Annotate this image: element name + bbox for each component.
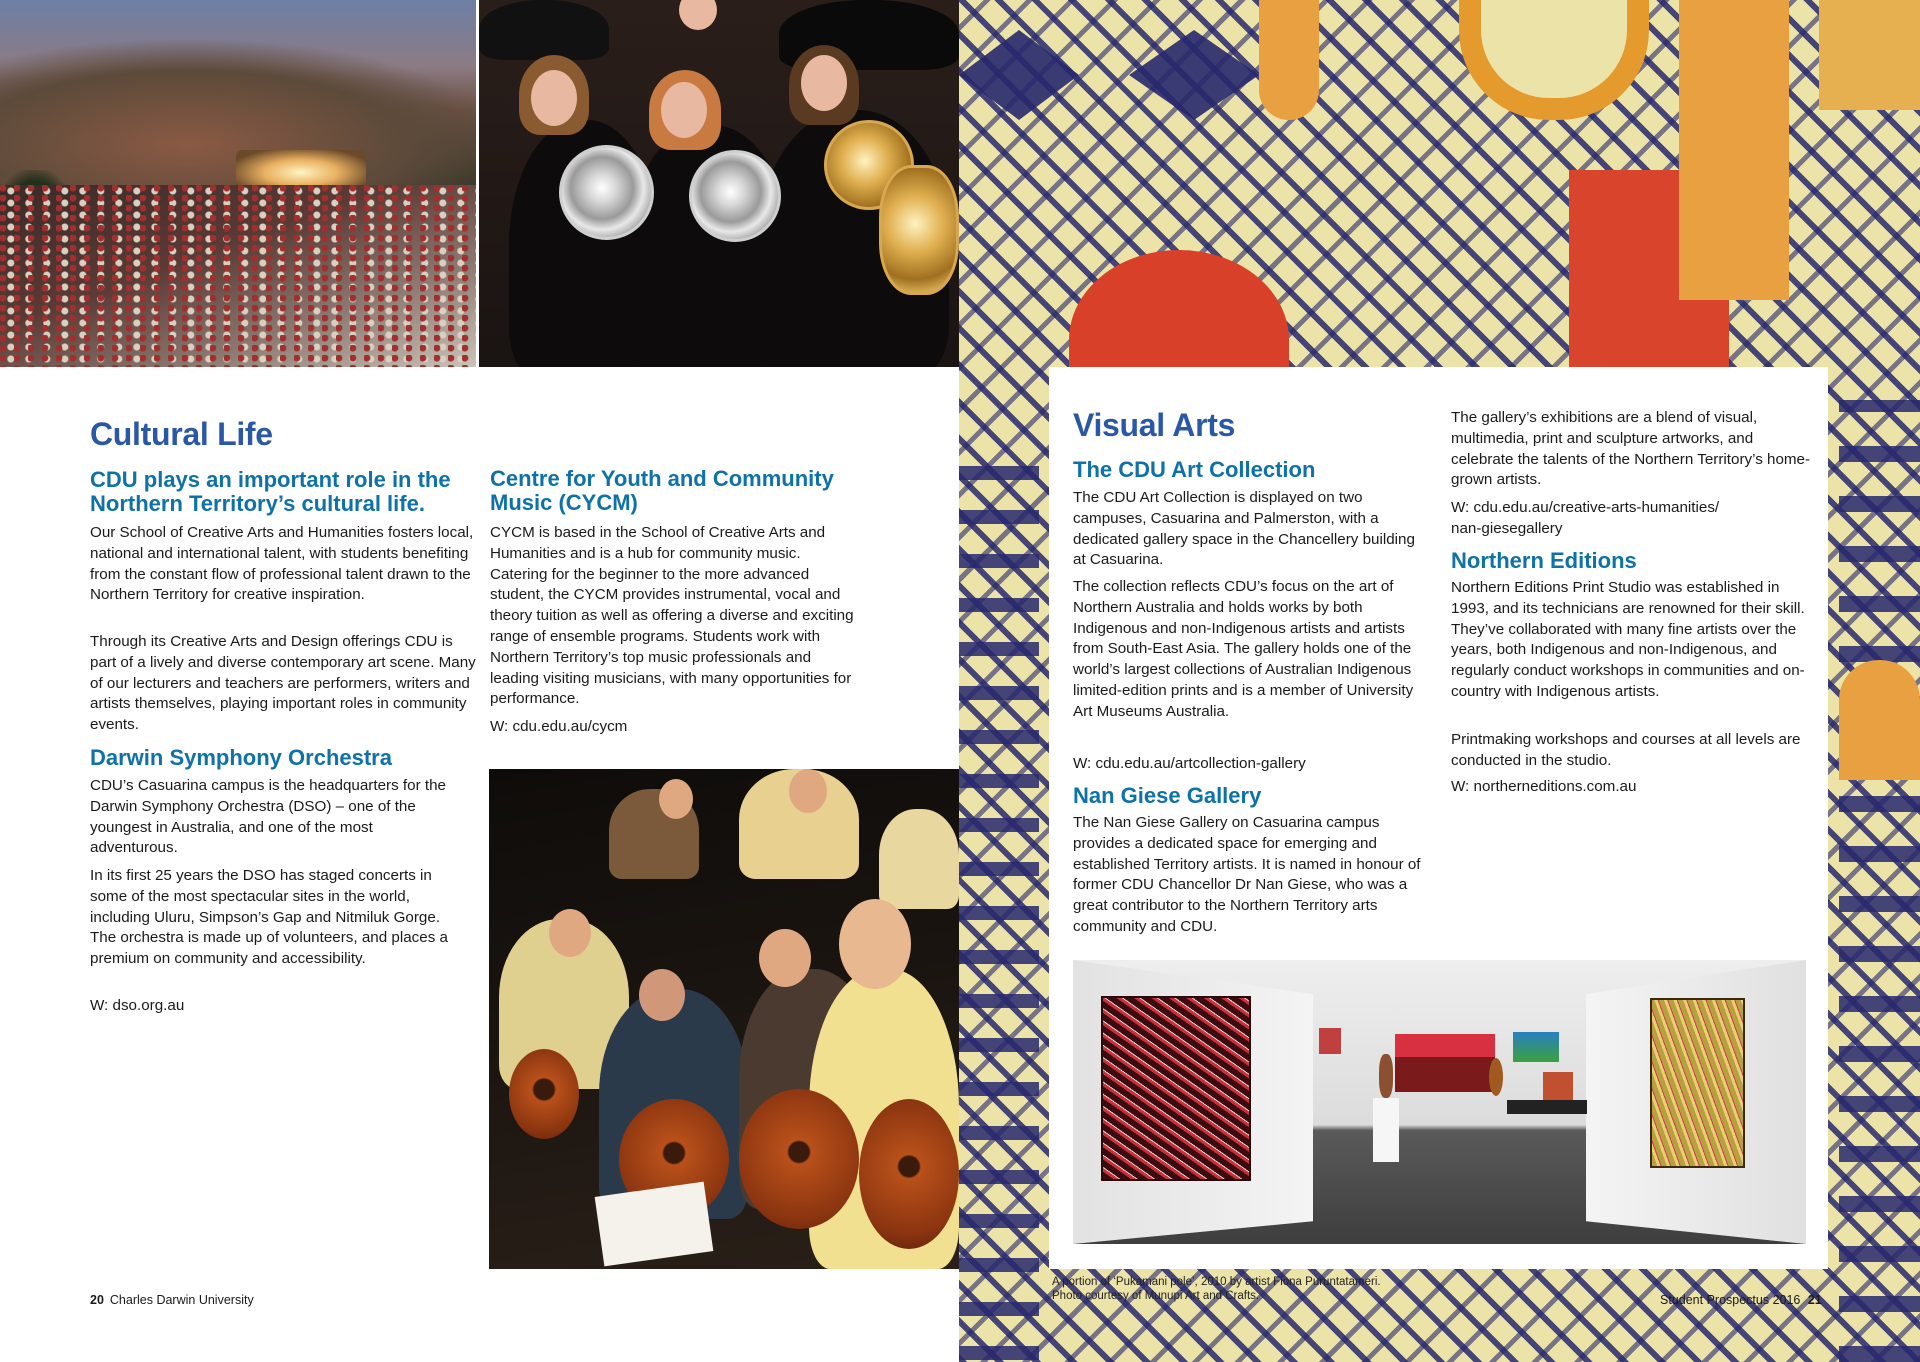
northern-editions-paragraph-2: Printmaking workshops and courses at all levels are conducted in the studio. xyxy=(1451,731,1801,769)
art-gallery-photo xyxy=(1073,960,1806,1244)
dso-heading: Darwin Symphony Orchestra xyxy=(90,745,392,770)
nan-giese-url-line1[interactable]: W: cdu.edu.au/creative-arts-humanities/ xyxy=(1451,499,1720,516)
guitar-ensemble-photo xyxy=(489,769,959,1269)
dso-url[interactable]: W: dso.org.au xyxy=(90,997,185,1014)
dso-paragraph-2: In its first 25 years the DSO has staged concerts in some of the most spectacular sites in the world, including Uluru, Simpson’s Gap and Nitmiluk Gorge. The orchestra is made up of volunteers, and places a premium on community and accessibility. xyxy=(90,867,448,968)
cycm-paragraph: CYCM is based in the School of Creative Arts and Humanities and is a hub for community music. Catering for the beginner to the more advanced student, the CYCM provides instrumental, vocal and theory tuition as well as offering a diverse and exciting range of ensemble programs. Students work with Northern Territory’s top music professionals and leading visiting musicians, with many opportunities for performance. xyxy=(490,524,854,708)
outdoor-concert-photo xyxy=(0,0,476,367)
art-collection-url[interactable]: W: cdu.edu.au/artcollection-gallery xyxy=(1073,755,1306,772)
left-page-footer xyxy=(90,1293,254,1307)
northern-editions-heading: Northern Editions xyxy=(1451,548,1637,573)
nan-giese-url-line2[interactable]: nan-giesegallery xyxy=(1451,520,1563,537)
intro-paragraph-1: Our School of Creative Arts and Humanities fosters local, national and international talent, with students benefiting from the constant flow of professional talent drawn to the Northern Territory for creative inspiration. xyxy=(90,524,474,604)
artwork-caption: A portion of ‘Pukamani pole’, 2010 by artist Fiona Puruntatameri. Photo courtesy of Munupi Art and Crafts. xyxy=(1052,1276,1381,1302)
right-footer-label: Student Prospectus 2016 xyxy=(1660,1293,1801,1307)
art-collection-heading: The CDU Art Collection xyxy=(1073,457,1316,482)
nan-giese-heading: Nan Giese Gallery xyxy=(1073,783,1262,808)
left-page-number: 20 xyxy=(90,1293,104,1307)
northern-editions-url[interactable]: W: northerneditions.com.au xyxy=(1451,778,1637,795)
intro-paragraph-2: Through its Creative Arts and Design offerings CDU is part of a lively and diverse contemporary art scene. Many of our lecturers and teachers are performers, writers and artists themselves, playing important roles in community events. xyxy=(90,633,476,734)
intro-heading: CDU plays an important role in the Northern Territory’s cultural life. xyxy=(90,467,451,516)
visual-arts-title: Visual Arts xyxy=(1073,407,1236,443)
nan-giese-paragraph-continued: The gallery’s exhibitions are a blend of visual, multimedia, print and sculpture artworks, and celebrate the talents of the Northern Territory’s home-grown artists. xyxy=(1451,409,1811,489)
northern-editions-paragraph-1: Northern Editions Print Studio was established in 1993, and its technicians are renowned for their skill. They’ve collaborated with many fine artists over the years, both Indigenous and non-Indigenous, and regularly conduct workshops in communities and on-country with Indigenous artists. xyxy=(1451,579,1805,700)
cycm-url[interactable]: W: cdu.edu.au/cycm xyxy=(490,718,628,735)
art-collection-paragraph-1: The CDU Art Collection is displayed on two campuses, Casuarina and Palmerston, with a dedicated gallery space in the Chancellery building at Casuarina. xyxy=(1073,489,1415,569)
nan-giese-paragraph: The Nan Giese Gallery on Casuarina campus provides a dedicated space for emerging and established Territory artists. It is named in honour of former CDU Chancellor Dr Nan Giese, who was a great contributor to the Northern Territory arts community and CDU. xyxy=(1073,814,1421,935)
dso-paragraph-1: CDU’s Casuarina campus is the headquarters for the Darwin Symphony Orchestra (DSO) – one of the youngest in Australia, and one of the most adventurous. xyxy=(90,777,446,857)
left-footer-label: Charles Darwin University xyxy=(109,1293,254,1307)
right-page-number: 21 xyxy=(1807,1293,1822,1307)
cultural-life-title: Cultural Life xyxy=(90,416,273,452)
cycm-heading: Centre for Youth and Community Music (CYCM) xyxy=(490,466,834,515)
right-page-footer xyxy=(1660,1293,1822,1307)
orchestra-horn-players-photo xyxy=(479,0,959,367)
art-collection-paragraph-2: The collection reflects CDU’s focus on the art of Northern Australia and holds works by both Indigenous and non-Indigenous artists and artists from South-East Asia. The gallery holds one of the world’s largest collections of Australian Indigenous limited-edition prints and is a member of University Art Museums Australia. xyxy=(1073,578,1414,720)
